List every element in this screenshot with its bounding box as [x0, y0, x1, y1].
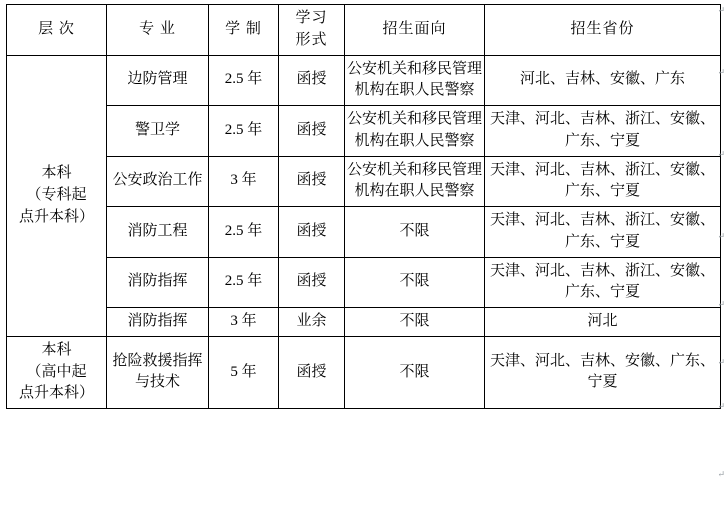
major-cell: 抢险救援指挥与技术 [107, 336, 209, 408]
provinces-cell: 天津、河北、吉林、浙江、安徽、广东、宁夏 [485, 257, 721, 308]
table-row [7, 55, 721, 106]
major-cell: 消防指挥 [107, 257, 209, 308]
provinces-cell: 河北、吉林、安徽、广东 [485, 55, 721, 106]
form-cell: 函授 [279, 336, 345, 408]
column-header-level: 层 次 [7, 5, 107, 56]
target-cell: 公安机关和移民管理机构在职人民警察 [345, 55, 485, 106]
form-cell: 函授 [279, 257, 345, 308]
major-cell: 边防管理 [107, 55, 209, 106]
column-header-form [279, 5, 345, 56]
provinces-cell: 天津、河北、吉林、浙江、安徽、广东、宁夏 [485, 106, 721, 157]
length-cell: 3 年 [209, 308, 279, 337]
column-header-form-line1: 学习 [295, 10, 328, 26]
level-cell-undergraduate-from-highschool [7, 336, 107, 408]
level-line-1: 本科 [41, 165, 72, 181]
level-line-2: （高中起 [26, 363, 87, 380]
provinces-cell: 天津、河北、吉林、浙江、安徽、广东、宁夏 [485, 156, 721, 207]
length-cell: 5 年 [209, 336, 279, 408]
table-header-row [7, 5, 721, 56]
table-body [7, 55, 721, 409]
target-cell: 公安机关和移民管理机构在职人民警察 [345, 156, 485, 207]
target-cell: 不限 [345, 308, 485, 337]
form-cell: 业余 [279, 308, 345, 337]
table-row [7, 257, 721, 308]
major-cell: 消防指挥 [107, 308, 209, 337]
form-cell: 函授 [279, 106, 345, 157]
column-header-provinces: 招生省份 [485, 5, 721, 56]
level-cell-undergraduate-from-college [7, 55, 107, 336]
target-cell: 公安机关和移民管理机构在职人民警察 [345, 106, 485, 157]
table-header [7, 5, 721, 56]
table-row [7, 207, 721, 258]
table-row [7, 156, 721, 207]
level-line-3: 点升本科） [18, 208, 94, 225]
length-cell: 2.5 年 [209, 106, 279, 157]
length-cell: 2.5 年 [209, 207, 279, 258]
column-header-major: 专 业 [107, 5, 209, 56]
provinces-cell: 天津、河北、吉林、浙江、安徽、广东、宁夏 [485, 207, 721, 258]
admission-plan-table [6, 4, 721, 409]
column-header-target: 招生面向 [345, 5, 485, 56]
target-cell: 不限 [345, 207, 485, 258]
level-line-3: 点升本科） [18, 385, 94, 402]
column-header-form-line2: 形式 [295, 31, 328, 48]
table-row [7, 336, 721, 408]
major-cell: 消防工程 [107, 207, 209, 258]
target-cell: 不限 [345, 257, 485, 308]
target-cell: 不限 [345, 336, 485, 408]
page-edge-marks: ↵ ↵ ↵ ↵ ↵ ↵ ↵ ↵ [717, 5, 725, 479]
provinces-cell: 河北 [485, 308, 721, 337]
table-row [7, 308, 721, 337]
table-row [7, 106, 721, 157]
level-line-2: （专科起 [26, 186, 87, 203]
length-cell: 2.5 年 [209, 55, 279, 106]
level-line-1: 本科 [41, 341, 72, 358]
provinces-cell: 天津、河北、吉林、安徽、广东、宁夏 [485, 336, 721, 408]
form-cell: 函授 [279, 55, 345, 106]
major-cell: 警卫学 [107, 106, 209, 157]
form-cell: 函授 [279, 207, 345, 258]
major-cell: 公安政治工作 [107, 156, 209, 207]
length-cell: 3 年 [209, 156, 279, 207]
form-cell: 函授 [279, 156, 345, 207]
column-header-length: 学 制 [209, 5, 279, 56]
length-cell: 2.5 年 [209, 257, 279, 308]
